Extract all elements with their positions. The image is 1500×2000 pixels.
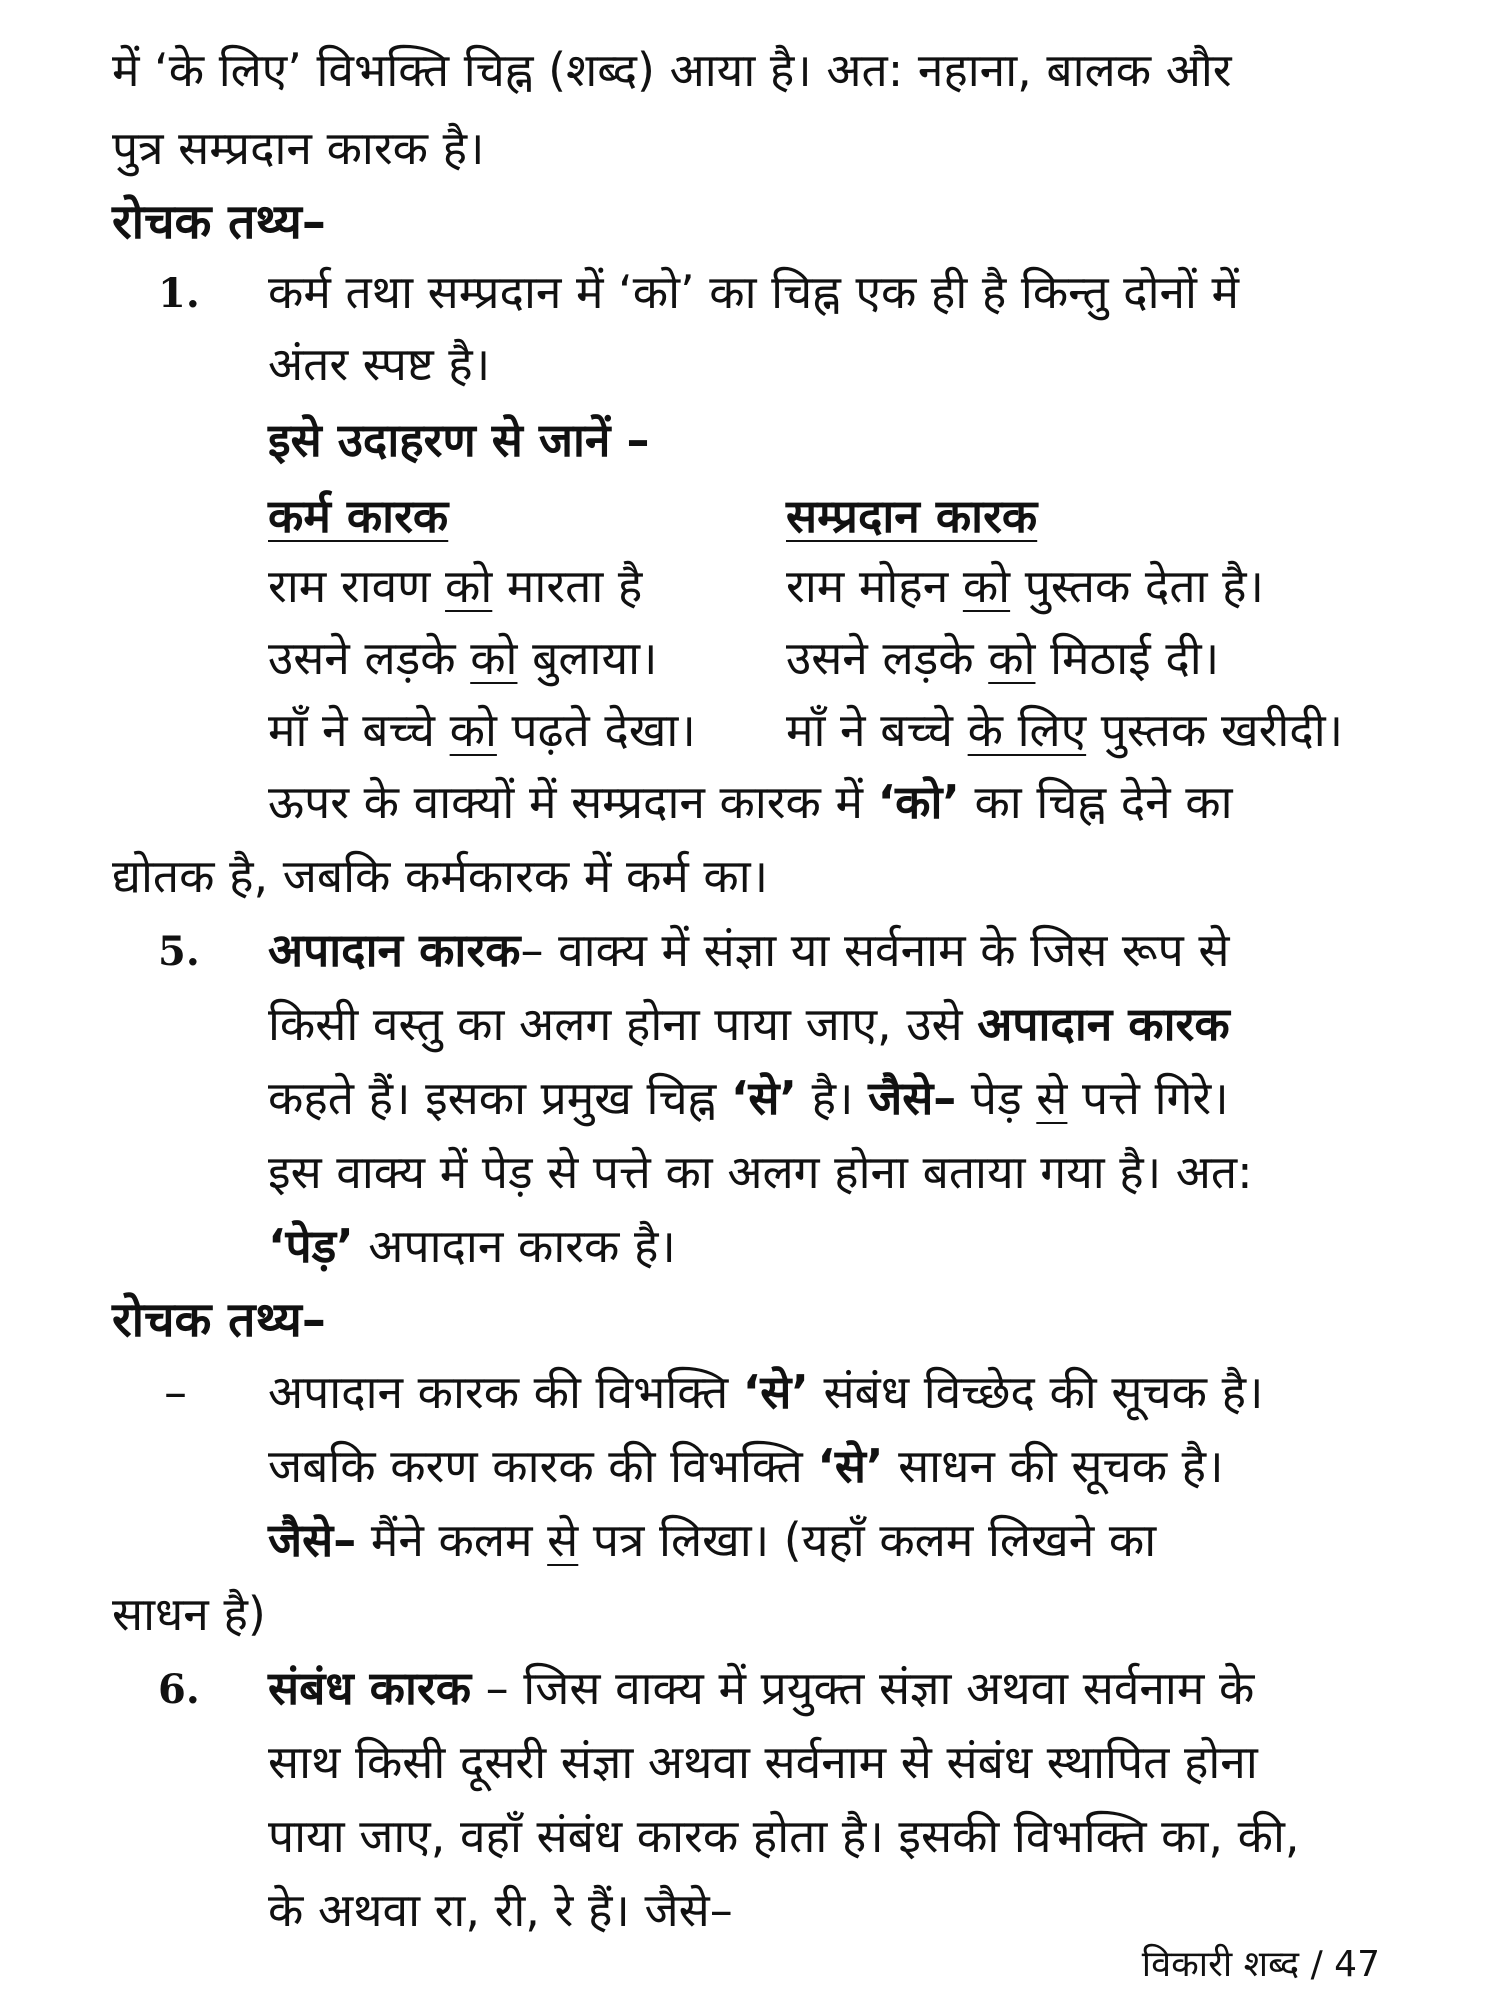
sampradan-example-1: राम मोहन को पुस्तक देता है। — [786, 559, 1264, 613]
karma-example-3: माँ ने बच्चे को पढ़ते देखा। — [268, 703, 696, 757]
intro-line-1: में ‘के लिए’ विभक्ति चिह्न (शब्द) आया है। अत: नहाना, बालक और — [112, 43, 1232, 97]
item1-line-2: अंतर स्पष्ट है। — [268, 337, 491, 391]
sampradan-karak-heading: सम्प्रदान कारक — [786, 489, 1038, 543]
section6-line-2: साथ किसी दूसरी संज्ञा अथवा सर्वनाम से संबंध स्थापित होना — [268, 1735, 1258, 1789]
section5-title: अपादान कारक — [268, 923, 521, 977]
rochak2-line-2: जबकि करण कारक की विभक्ति ‘से’ साधन की सूचक है। — [268, 1439, 1224, 1493]
item-number-1: 1. — [158, 270, 200, 317]
vibhakti-marker: को — [988, 631, 1036, 685]
section-number-6: 6. — [158, 1666, 200, 1713]
item1-line-1: कर्म तथा सम्प्रदान में ‘को’ का चिह्न एक ही है किन्तु दोनों में — [268, 265, 1240, 319]
vibhakti-marker: से — [547, 1513, 579, 1567]
vibhakti-marker: को — [470, 631, 518, 685]
vibhakti-marker: को — [962, 559, 1011, 613]
rochak-heading-1: रोचक तथ्य– — [112, 194, 326, 250]
karma-karak-heading: कर्म कारक — [268, 489, 449, 543]
section5-line-3: कहते हैं। इसका प्रमुख चिह्न ‘से’ है। जैसे– पेड़ से पत्ते गिरे। — [268, 1071, 1229, 1125]
vibhakti-marker: के लिए — [967, 703, 1087, 757]
rochak2-line-1: अपादान कारक की विभक्ति ‘से’ संबंध विच्छेद की सूचक है। — [268, 1365, 1264, 1419]
section6-line-1: संबंध कारक – जिस वाक्य में प्रयुक्त संज्ञा अथवा सर्वनाम के — [268, 1661, 1255, 1715]
item1-note-line-1: ऊपर के वाक्यों में सम्प्रदान कारक में ‘को’ का चिह्न देने का — [268, 775, 1233, 829]
section6-line-3: पाया जाए, वहाँ संबंध कारक होता है। इसकी विभक्ति का, की, — [268, 1809, 1300, 1863]
section-number-5: 5. — [158, 928, 200, 975]
section5-line-5: ‘पेड़’ अपादान कारक है। — [268, 1219, 676, 1273]
example-heading: इसे उदाहरण से जानें – — [268, 413, 650, 467]
list-dash: – — [164, 1365, 187, 1419]
vibhakti-marker: को — [449, 703, 497, 757]
section6-line-4: के अथवा रा, री, रे हैं। जैसे– — [268, 1883, 733, 1937]
karma-example-1: राम रावण को मारता है — [268, 559, 643, 613]
karma-example-2: उसने लड़के को बुलाया। — [268, 631, 658, 685]
vibhakti-marker: से — [1036, 1071, 1068, 1125]
section5-line-1: अपादान कारक– वाक्य में संज्ञा या सर्वनाम के जिस रूप से — [268, 923, 1230, 977]
item1-note-line-2: द्योतक है, जबकि कर्मकारक में कर्म का। — [112, 849, 769, 903]
intro-line-2: पुत्र सम्प्रदान कारक है। — [112, 121, 485, 175]
rochak2-line-3: जैसे– मैंने कलम से पत्र लिखा। (यहाँ कलम लिखने का — [268, 1513, 1157, 1567]
sampradan-example-2: उसने लड़के को मिठाई दी। — [786, 631, 1220, 685]
section6-title: संबंध कारक — [268, 1661, 472, 1715]
rochak-heading-2: रोचक तथ्य– — [112, 1292, 326, 1348]
rochak2-line-4: साधन है) — [112, 1587, 266, 1641]
section5-line-2: किसी वस्तु का अलग होना पाया जाए, उसे अपादान कारक — [268, 997, 1230, 1051]
vibhakti-marker: को — [445, 559, 493, 613]
section5-line-4: इस वाक्य में पेड़ से पत्ते का अलग होना बताया गया है। अत: — [268, 1145, 1253, 1199]
sampradan-example-3: माँ ने बच्चे के लिए पुस्तक खरीदी। — [786, 703, 1344, 757]
page-footer: विकारी शब्द / 47 — [1141, 1944, 1380, 1985]
